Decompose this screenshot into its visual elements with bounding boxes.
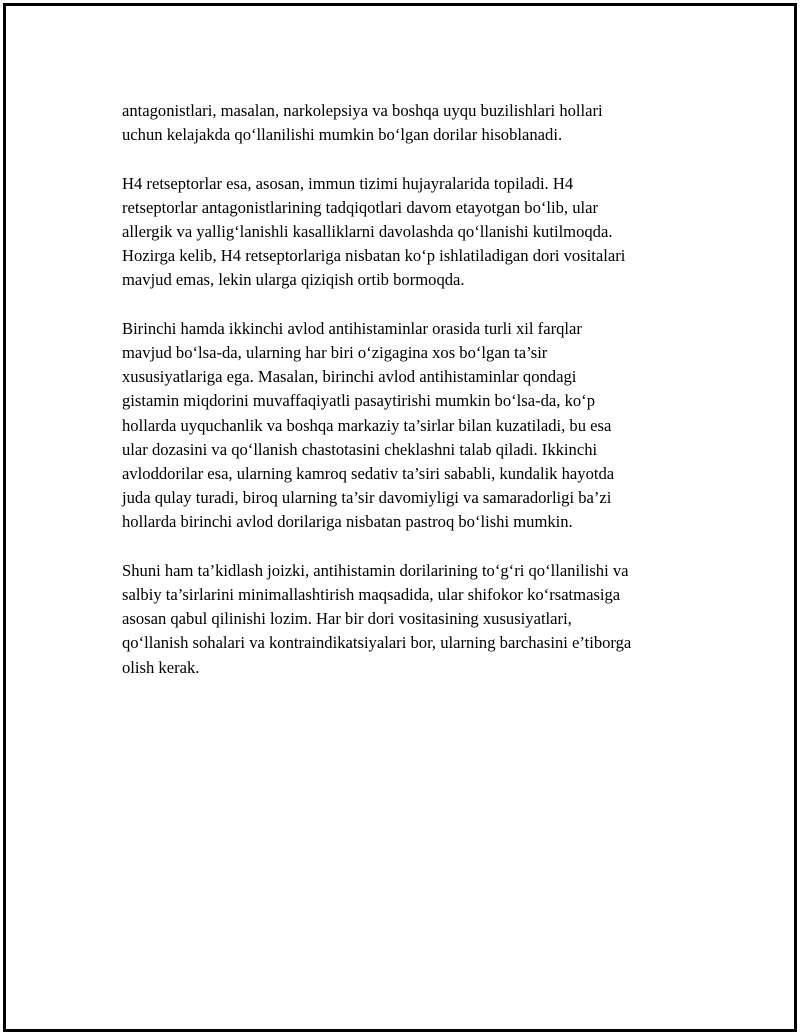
text-line: allergik va yallig‘lanishli kasalliklarni davolashda qo‘llanishi kutilmoqda. — [122, 222, 613, 241]
text-line: salbiy ta’sirlarini minimallashtirish maqsadida, ular shifokor ko‘rsatmasiga — [122, 585, 621, 605]
text-line: olish kerak. — [122, 657, 200, 677]
text-line: mavjud emas, lekin ularga qiziqish ortib bormoqda. — [122, 270, 465, 290]
text-line: uchun kelajakda qo‘llanilishi mumkin bo‘lgan dorilar hisoblanadi. — [122, 125, 563, 145]
paragraph-2 — [122, 172, 702, 293]
text-line: xususiyatlariga ega. Masalan, birinchi avlod antihistaminlar qondagi — [122, 367, 577, 387]
text-line: antagonistlari, masalan, narkolepsiya va boshqa uyqu buzilishlari hollari — [122, 101, 603, 120]
paragraph-3 — [122, 317, 702, 535]
text-line: gistamin miqdorini muvaffaqiyatli pasaytirishi mumkin bo‘lsa-da, ko‘p — [122, 391, 596, 411]
text-line: retseptorlar antagonistlarining tadqiqotlari davom etayotgan bo‘lib, ular — [122, 197, 599, 217]
text-line: hollarda birinchi avlod dorilariga nisbatan pastroq bo‘lishi mumkin. — [122, 512, 573, 532]
text-line: ular dozasini va qo‘llanish chastotasini cheklashni talab qiladi. Ikkinchi — [122, 439, 598, 459]
text-line: Hozirga kelib, H4 retseptorlariga nisbatan ko‘p ishlatiladigan dori vositalari — [122, 246, 626, 266]
page-border — [3, 3, 797, 1032]
paragraph-1 — [122, 99, 702, 147]
text-line: hollarda uyquchanlik va boshqa markaziy ta’sirlar bilan kuzatiladi, bu esa — [122, 415, 612, 435]
paragraph-4 — [122, 559, 702, 680]
text-line: avloddorilar esa, ularning kamroq sedativ ta’siri sababli, kundalik hayotda — [122, 464, 615, 484]
text-line: asosan qabul qilinishi lozim. Har bir dori vositasining xususiyatlari, — [122, 609, 572, 629]
text-line: mavjud bo‘lsa-da, ularning har biri o‘zigagina xos bo‘lgan ta’sir — [122, 343, 548, 362]
text-line: juda qulay turadi, biroq ularning ta’sir davomiyligi va samaradorligi ba’zi — [122, 488, 612, 508]
text-line: Shuni ham ta’kidlash joizki, antihistamin dorilarining to‘g‘ri qo‘llanilishi va — [122, 560, 629, 580]
text-line: qo‘llanish sohalari va kontraindikatsiyalari bor, ularning barchasini e’tiborga — [122, 633, 632, 653]
text-line: Birinchi hamda ikkinchi avlod antihistaminlar orasida turli xil farqlar — [122, 318, 582, 338]
text-line: H4 retseptorlar esa, asosan, immun tizimi hujayralarida topiladi. H4 — [122, 173, 574, 193]
document-body — [122, 99, 702, 704]
